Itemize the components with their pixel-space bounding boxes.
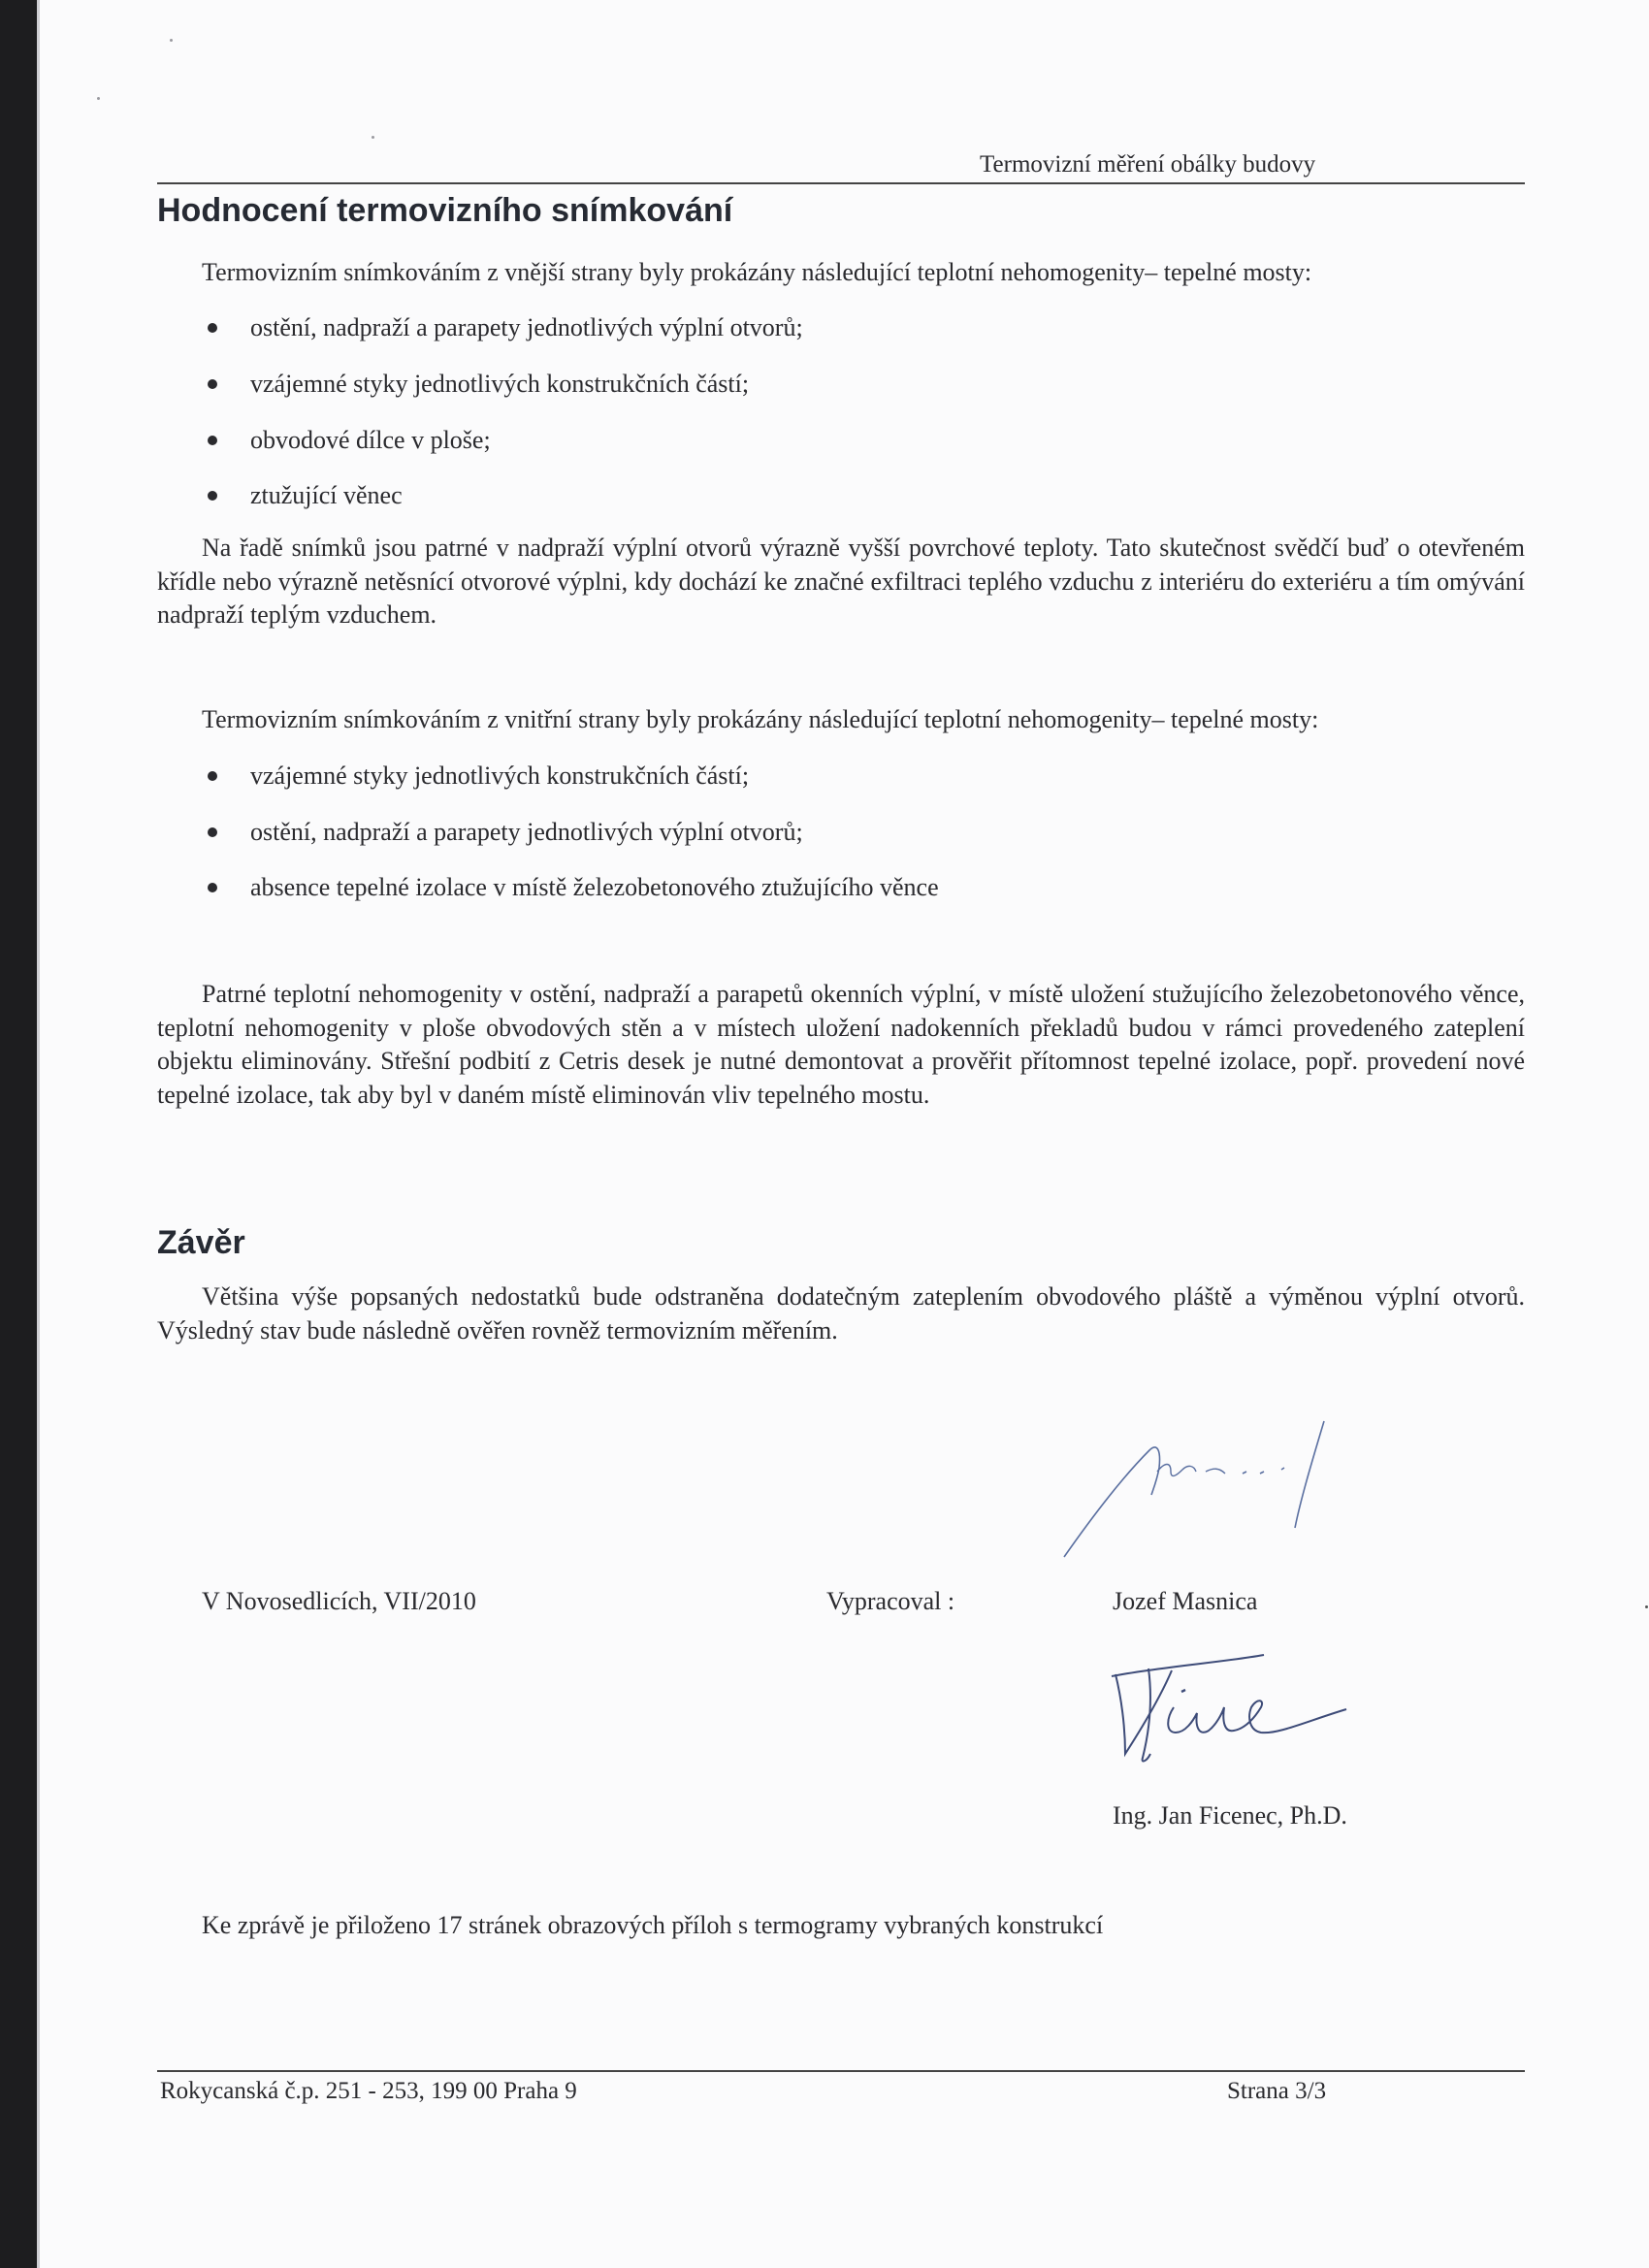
- bullet-icon: [208, 436, 217, 445]
- scan-speck: [1645, 1605, 1648, 1608]
- signature-ficenec-image: [1104, 1649, 1366, 1785]
- header-rule: [157, 182, 1525, 184]
- document-header-title: Termovizní měření obálky budovy: [980, 151, 1316, 178]
- exterior-list-item-text: obvodové dílce v ploše;: [250, 426, 491, 454]
- conclusion-heading: Závěr: [157, 1224, 245, 1261]
- page-number: Strana 3/3: [1227, 2078, 1327, 2104]
- bullet-icon: [208, 771, 217, 781]
- scan-speck: [97, 97, 100, 100]
- interior-intro: Termovizním snímkováním z vnitřní strany byly prokázány následující teplotní nehomogenity– tepelné mosty:: [202, 705, 1319, 733]
- evaluation-heading: Hodnocení termovizního snímkování: [157, 192, 733, 229]
- footer-rule: [157, 2070, 1525, 2072]
- prepared-by-label: Vypracoval :: [826, 1587, 955, 1615]
- scan-edge: [0, 0, 37, 2268]
- exterior-list-item-text: ostění, nadpraží a parapety jednotlivých výplní otvorů;: [250, 313, 803, 341]
- scan-speck: [372, 136, 374, 139]
- scan-speck: [170, 39, 173, 42]
- interior-list-item-text: ostění, nadpraží a parapety jednotlivých výplní otvorů;: [250, 818, 803, 846]
- interior-list-item-text: absence tepelné izolace v místě železobetonového ztužujícího věnce: [250, 873, 939, 901]
- bullet-icon: [208, 323, 217, 333]
- summary-paragraph: Patrné teplotní nehomogenity v ostění, nadpraží a parapetů okenních výplní, v místě uložení stužujícího železobetonového věnce, teplotní nehomogenity v ploše obvodových stěn a v místech uložení nadokenních překladů budou v rámci provedeného zateplení objektu eliminovány. Střešní podbití z Cetris desek je nutné demontovat a prověřit přítomnost tepelné izolace, popř. provedení nové tepelné izolace, tak aby byl v daném místě eliminován vliv tepelného mostu.: [157, 980, 1525, 1109]
- author-name-masnica: Jozef Masnica: [1113, 1587, 1258, 1615]
- bullet-icon: [208, 883, 217, 892]
- conclusion-text: Většina výše popsaných nedostatků bude odstraněna dodatečným zateplením obvodového pláště a výměnou výplní otvorů. Výsledný stav bude následně ověřen rovněž termovizním měřením.: [157, 1282, 1525, 1345]
- bullet-icon: [208, 827, 217, 837]
- exterior-note: Na řadě snímků jsou patrné v nadpraží výplní otvorů výrazně vyšší povrchové teploty. Tato skutečnost svědčí buď o otevřeném křídle nebo výrazně netěsnící otvorové výplni, kdy dochází ke značné exfiltraci teplého vzduchu z interiéru do exteriéru a tím omývání nadpraží teplým vzduchem.: [157, 534, 1525, 629]
- bullet-icon: [208, 491, 217, 501]
- bullet-icon: [208, 379, 217, 389]
- attachment-note: Ke zprávě je přiloženo 17 stránek obrazových příloh s termogramy vybraných konstrukcí: [202, 1911, 1104, 1939]
- interior-list-item-text: vzájemné styky jednotlivých konstrukčních částí;: [250, 761, 750, 790]
- exterior-list-item-text: vzájemné styky jednotlivých konstrukčních částí;: [250, 370, 750, 398]
- signature-masnica-image: [1052, 1411, 1402, 1567]
- exterior-intro: Termovizním snímkováním z vnější strany byly prokázány následující teplotní nehomogenity– tepelné mosty:: [202, 258, 1312, 286]
- footer-address: Rokycanská č.p. 251 - 253, 199 00 Praha 9: [160, 2078, 577, 2104]
- exterior-list-item-text: ztužující věnec: [250, 481, 403, 509]
- place-and-date: V Novosedlicích, VII/2010: [202, 1587, 476, 1615]
- author-name-ficenec: Ing. Jan Ficenec, Ph.D.: [1113, 1801, 1347, 1830]
